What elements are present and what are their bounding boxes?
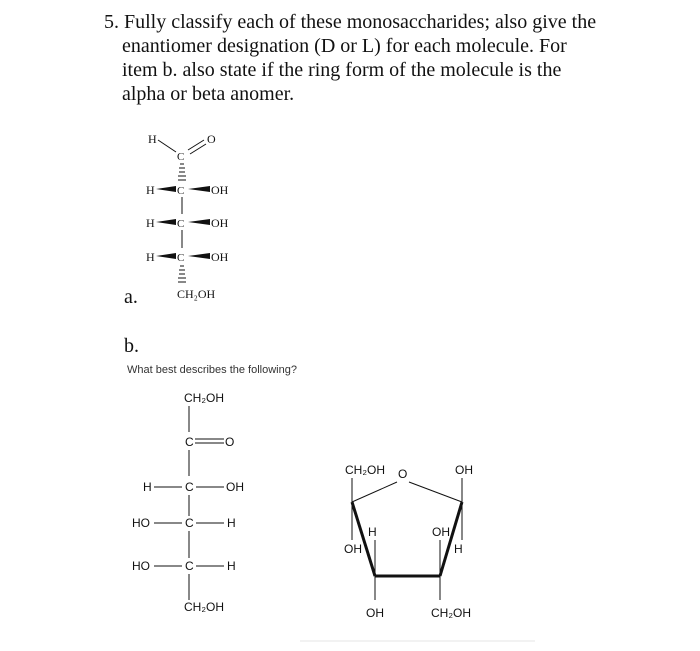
b-row3-c: C — [185, 559, 194, 573]
b-row1-c: C — [185, 480, 194, 494]
a-row1-right: OH — [211, 183, 229, 197]
part-a-structure — [146, 132, 229, 301]
b-fischer-top: CH₂OH — [184, 391, 224, 405]
ring-bond-c4-c5 — [440, 502, 462, 576]
a-row2-left-wedge — [156, 219, 176, 225]
part-b-haworth — [344, 463, 473, 620]
a-row2-left: H — [146, 216, 155, 230]
ring-bond-c2-c3 — [352, 502, 375, 576]
a-row1-right-wedge — [188, 186, 210, 192]
ring-bond-o-c5 — [409, 482, 462, 502]
haworth-left-down: OH — [344, 542, 362, 556]
a-co-bond-2 — [190, 144, 206, 154]
ring-bond-c2-o — [352, 482, 397, 502]
haworth-left-up: H — [368, 525, 377, 539]
haworth-right-up: OH — [432, 525, 450, 539]
a-bottom: CH₂OH — [177, 287, 216, 301]
b-carbonyl-c: C — [185, 435, 194, 449]
a-co-bond-1 — [188, 140, 204, 150]
b-row2-right: H — [227, 516, 236, 530]
a-row1-left-wedge — [156, 186, 176, 192]
question-line-3: item b. also state if the ring form of the molecule is the — [122, 59, 562, 81]
b-row1-right: OH — [226, 480, 244, 494]
part-b-label: b. — [124, 335, 139, 357]
haworth-right-down: H — [454, 542, 463, 556]
a-hash-bond-2 — [178, 266, 186, 282]
a-top-c: C — [177, 151, 185, 163]
a-h-bond — [158, 140, 176, 152]
haworth-bottom-right: CH₂OH — [431, 606, 471, 620]
b-fischer-bottom: CH₂OH — [184, 600, 224, 614]
part-b-fischer — [132, 391, 244, 614]
a-row3-right-wedge — [188, 253, 210, 259]
part-a-label: a. — [124, 286, 138, 308]
question-line-1: 5. Fully classify each of these monosaccharides; also give the — [104, 11, 597, 33]
haworth-top-right: OH — [455, 463, 473, 477]
a-row3-left: H — [146, 250, 155, 264]
a-hash-bond-1 — [178, 164, 186, 180]
a-row2-right: OH — [211, 216, 229, 230]
haworth-bottom-left: OH — [366, 606, 384, 620]
b-row1-left: H — [143, 480, 152, 494]
haworth-ring-o: O — [398, 467, 408, 481]
b-row2-c: C — [185, 516, 194, 530]
a-row3-c: C — [177, 252, 185, 264]
question-line-4: alpha or beta anomer. — [122, 83, 295, 105]
b-carbonyl-o: O — [225, 435, 235, 449]
question-line-2: enantiomer designation (D or L) for each molecule. For — [122, 35, 567, 57]
b-row2-left: HO — [132, 516, 150, 530]
a-row2-c: C — [177, 218, 185, 230]
a-top-o: O — [207, 132, 216, 146]
a-row3-right: OH — [211, 250, 229, 264]
a-row2-right-wedge — [188, 219, 210, 225]
a-top-h: H — [148, 132, 157, 146]
part-b-prompt: What best describes the following? — [127, 364, 297, 376]
a-row1-c: C — [177, 185, 185, 197]
b-row3-left: HO — [132, 559, 150, 573]
b-row3-right: H — [227, 559, 236, 573]
haworth-top-left: CH₂OH — [345, 463, 385, 477]
a-row1-left: H — [146, 183, 155, 197]
a-row3-left-wedge — [156, 253, 176, 259]
